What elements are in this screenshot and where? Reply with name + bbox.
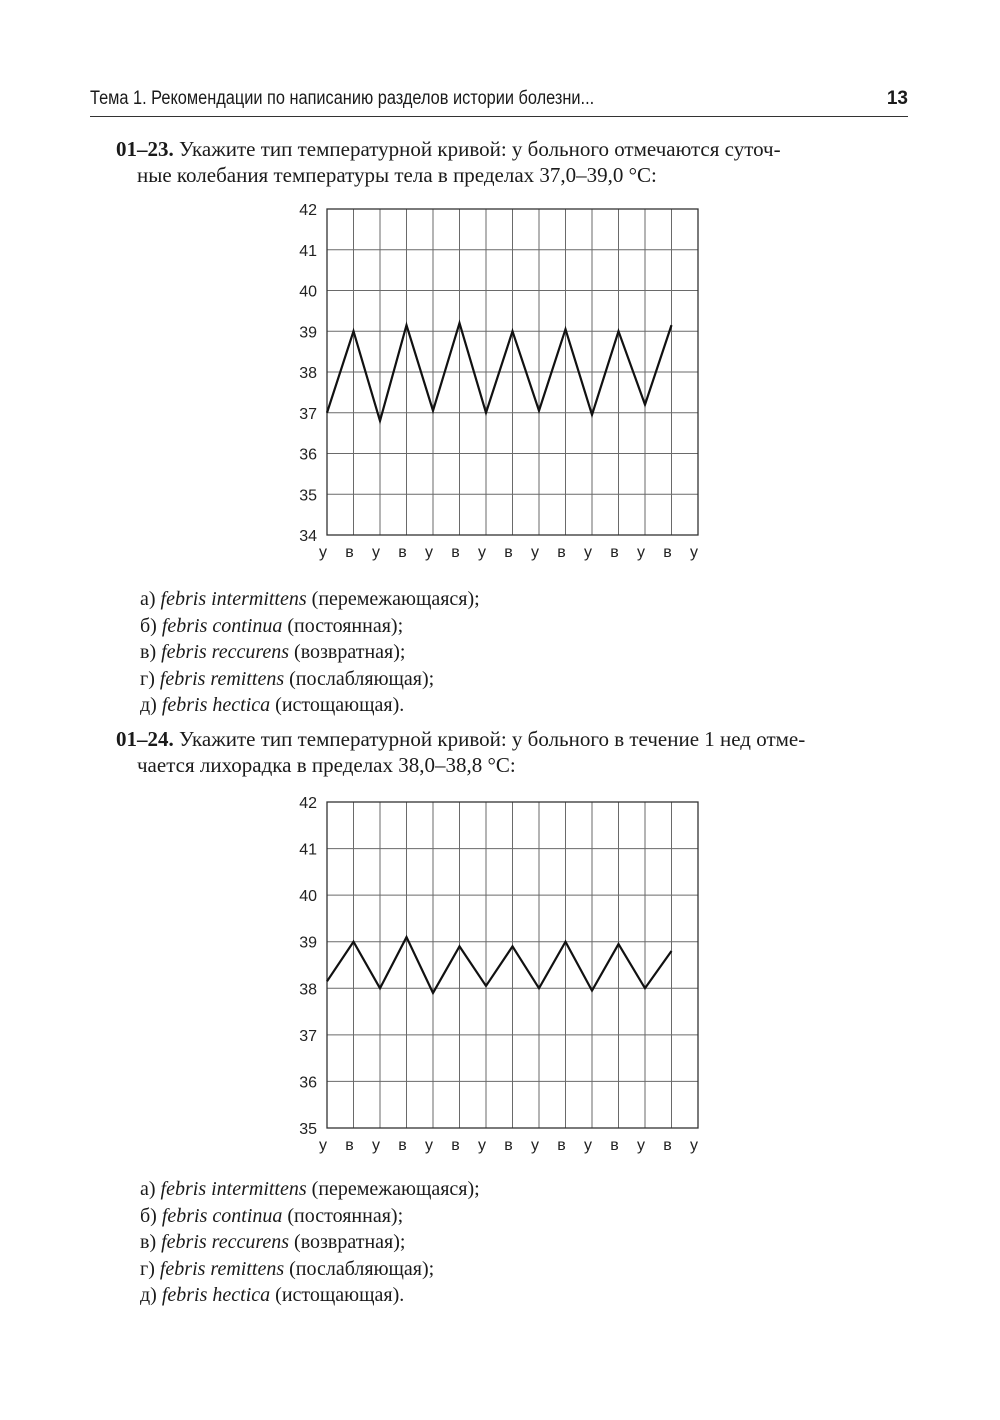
x-tick-label: в [557,1137,566,1154]
option-a[interactable]: а) febris intermittens (перемежающаяся); [140,588,480,610]
x-tick-label: в [504,544,513,561]
x-tick-label: у [690,544,699,561]
x-tick-label: в [663,544,672,561]
option-a[interactable]: а) febris intermittens (перемежающаяся); [140,1178,480,1200]
x-tick-label: в [398,1137,407,1154]
x-tick-label: в [451,544,460,561]
x-tick-label: у [319,544,328,561]
option-b[interactable]: б) febris continua (постоянная); [140,614,404,637]
x-tick-label: в [504,1137,513,1154]
y-tick-label: 39 [299,934,317,952]
x-tick-label: у [425,1137,434,1154]
option-d[interactable]: д) febris hectica (истощающая). [140,1284,405,1306]
x-tick-label: в [345,1137,354,1154]
question-number: 01–23. [116,137,174,161]
option-g[interactable]: г) febris remittens (послабляющая); [140,667,435,690]
y-tick-label: 36 [299,446,317,464]
x-tick-label: у [531,1137,540,1154]
y-tick-label: 37 [299,1027,317,1045]
page-number: 13 [886,88,908,109]
y-tick-label: 38 [299,365,317,382]
y-tick-label: 35 [299,1121,317,1138]
x-tick-label: в [451,1137,460,1154]
option-v[interactable]: в) febris reccurens (возвратная); [140,641,406,663]
x-tick-label: у [584,544,593,561]
x-tick-label: в [610,1137,619,1154]
question-text: Укажите тип температурной кривой: у больного отмечаются суточ- [179,137,781,161]
x-tick-label: в [345,544,354,561]
option-v[interactable]: в) febris reccurens (возвратная); [140,1231,406,1253]
question-number: 01–24. [116,727,174,751]
x-tick-label: в [557,544,566,561]
y-tick-label: 34 [299,528,317,545]
x-tick-label: у [637,544,646,561]
y-tick-label: 37 [299,405,317,423]
x-tick-label: у [584,1137,593,1154]
temperature-curve [327,937,672,993]
y-tick-label: 42 [299,202,317,219]
x-tick-label: у [372,1137,381,1154]
options-01-24 [140,1176,480,1309]
question-text: Укажите тип температурной кривой: у больного в течение 1 нед отме- [179,727,806,751]
y-tick-label: 38 [299,981,317,999]
y-tick-label: 41 [299,242,317,260]
x-tick-label: в [398,544,407,561]
x-tick-label: у [478,544,487,561]
x-tick-label: у [690,1137,699,1154]
x-tick-label: у [372,544,381,561]
y-tick-label: 40 [299,888,317,906]
x-tick-label: у [319,1137,328,1154]
chart-grid [327,802,698,1128]
option-g[interactable]: г) febris remittens (послабляющая); [140,1257,435,1280]
x-tick-label: в [663,1137,672,1154]
x-tick-label: у [478,1137,487,1154]
y-tick-label: 35 [299,487,317,505]
y-tick-label: 41 [299,841,317,859]
option-b[interactable]: б) febris continua (постоянная); [140,1204,404,1227]
question-text-line2: чается лихорадка в пределах 38,0–38,8 °C: [137,753,516,777]
header-title: Тема 1. Рекомендации по написанию разделов истории болезни... [90,88,595,109]
y-tick-label: 42 [299,795,317,812]
x-tick-label: у [531,544,540,561]
question-text-line2: ные колебания температуры тела в пределах 37,0–39,0 °C: [137,163,657,187]
x-tick-label: у [425,544,434,561]
x-tick-label: у [637,1137,646,1154]
y-tick-label: 36 [299,1074,317,1092]
y-tick-label: 40 [299,283,317,301]
option-d[interactable]: д) febris hectica (истощающая). [140,694,405,716]
x-tick-label: в [610,544,619,561]
y-tick-label: 39 [299,324,317,342]
